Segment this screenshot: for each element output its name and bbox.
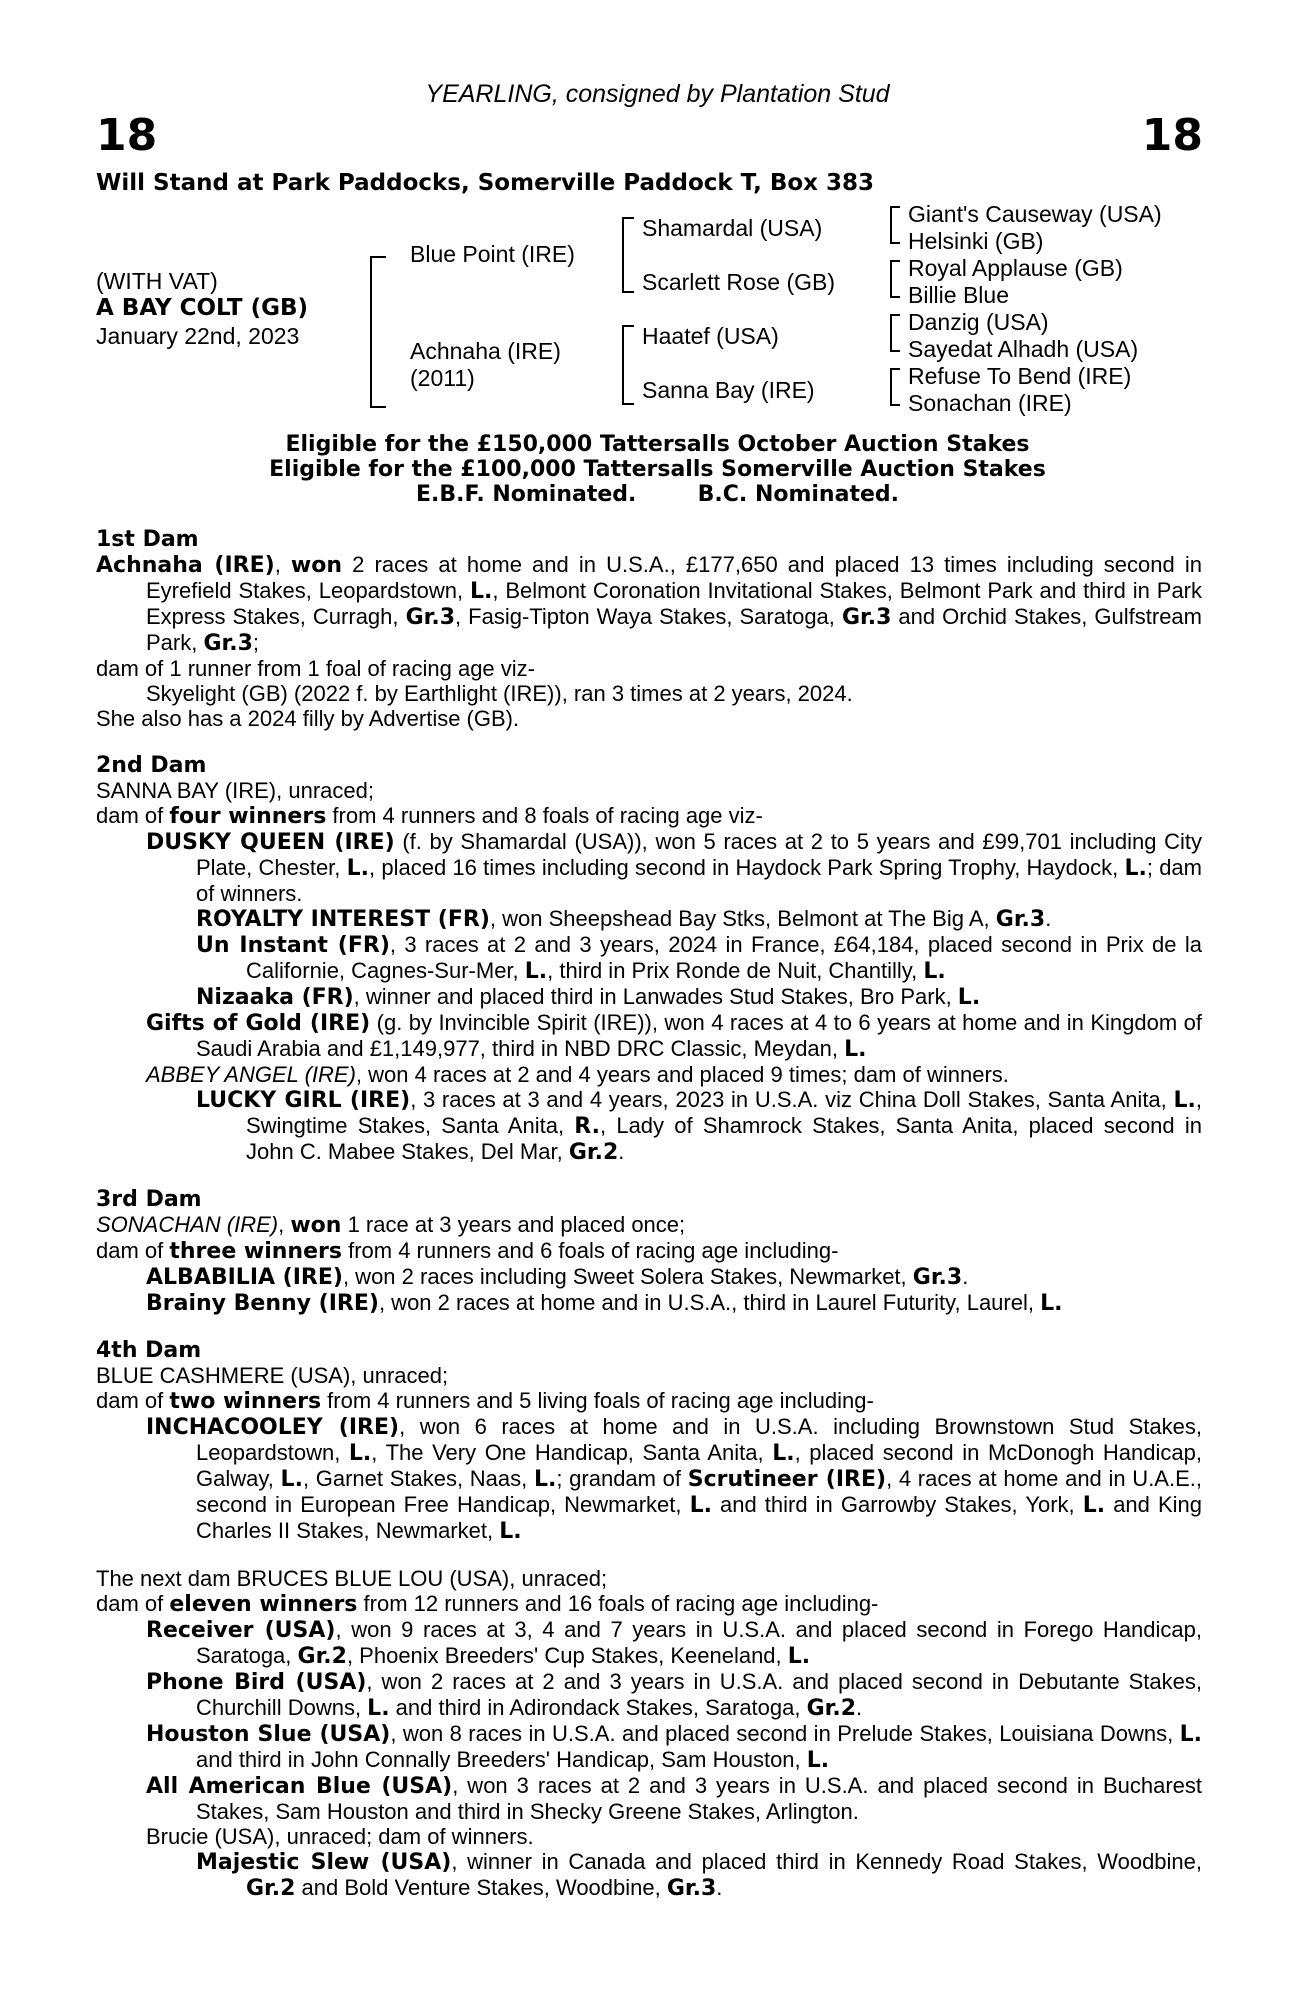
text: , won 2 races at 2 and 3 years in U.S.A. and placed second in Debutante Stakes, Churchill Downs, xyxy=(196,1669,1202,1720)
bold-text: L. xyxy=(1040,1291,1063,1316)
record-line xyxy=(96,1849,1202,1901)
pedigree-sire: Blue Point (IRE) xyxy=(410,241,575,267)
pedigree-sds: Royal Applause (GB) xyxy=(908,255,1123,281)
bold-text: Gr.3 xyxy=(995,907,1046,932)
bold-text: Brainy Benny (IRE) xyxy=(146,1291,379,1316)
dam-section xyxy=(96,1187,1202,1316)
text: , Lady of Shamrock Stakes, Santa Anita, placed second in John C. Mabee Stakes, Del Mar, xyxy=(246,1113,1202,1164)
record-line xyxy=(96,552,1202,656)
text: , won 9 races at 3, 4 and 7 years in U.S.A. and placed second in Forego Handicap, Saratoga, xyxy=(196,1617,1202,1668)
brace-gen1 xyxy=(370,256,386,408)
record-line xyxy=(96,1566,1202,1591)
record-line xyxy=(96,906,1202,932)
text: Skyelight (GB) (2022 f. by Earthlight (IRE)), ran 3 times at 2 years, 2024. xyxy=(146,681,853,706)
bold-text: L. xyxy=(772,1441,795,1466)
text: (f. by Shamardal (USA)), won 5 races at 2 to 5 years and £99,701 including City Plate, Chester, xyxy=(196,829,1202,880)
pedigree-ddd: Sonachan (IRE) xyxy=(908,390,1072,416)
bold-text: Gr.3 xyxy=(203,631,253,656)
bold-text: L. xyxy=(689,1493,712,1518)
bold-text: L. xyxy=(469,579,493,604)
vat-note: (WITH VAT) xyxy=(96,268,218,294)
text: The next dam BRUCES BLUE LOU (USA), unraced; xyxy=(96,1566,608,1591)
bold-text: INCHACOOLEY (IRE) xyxy=(146,1415,400,1440)
text: dam of xyxy=(96,1238,170,1263)
brace-gen3-2 xyxy=(890,260,900,298)
eligibility-line-2: Eligible for the £100,000 Tattersalls Somerville Auction Stakes xyxy=(269,457,1046,482)
text: , 3 races at 3 and 4 years, 2023 in U.S.A. viz China Doll Stakes, Santa Anita, xyxy=(410,1087,1174,1112)
horse-name: A BAY COLT (GB) xyxy=(96,295,309,321)
text: , won 2 races including Sweet Solera Stakes, Newmarket, xyxy=(342,1264,913,1289)
brace-gen3-1 xyxy=(890,206,900,244)
text: , third in Prix Ronde de Nuit, Chantilly, xyxy=(547,958,924,983)
pedigree-dss: Danzig (USA) xyxy=(908,309,1049,335)
text: , placed 16 times including second in Haydock Park Spring Trophy, Haydock, xyxy=(369,855,1125,880)
record-line xyxy=(96,1212,1202,1238)
bold-text: L. xyxy=(367,1696,390,1721)
bold-text: Gr.2 xyxy=(568,1140,619,1165)
bold-text: L. xyxy=(806,1748,830,1773)
record-line xyxy=(96,1773,1202,1824)
text: , placed second in McDonogh Handicap, Galway, xyxy=(196,1440,1202,1491)
text: from 4 runners and 8 foals of racing age viz- xyxy=(326,803,763,828)
text: from 4 runners and 6 foals of racing age including- xyxy=(341,1238,839,1263)
bold-text: four winners xyxy=(169,804,327,829)
bold-text: Nizaaka (FR) xyxy=(196,985,354,1010)
bold-text: LUCKY GIRL (IRE) xyxy=(196,1088,411,1113)
record-line xyxy=(96,656,1202,681)
bold-text: DUSKY QUEEN (IRE) xyxy=(146,830,395,855)
record-line xyxy=(96,1414,1202,1544)
bold-text: Scrutineer (IRE) xyxy=(687,1467,887,1492)
record-line xyxy=(96,1238,1202,1264)
consignment-title: YEARLING, consigned by Plantation Stud xyxy=(425,80,890,108)
brace-gen3-4 xyxy=(890,368,900,406)
section-heading: 2nd Dam xyxy=(96,753,207,778)
dam-section xyxy=(96,1566,1202,1901)
bold-text: Un Instant (FR) xyxy=(196,933,390,958)
text: , xyxy=(278,1212,291,1237)
bold-text: Gr.3 xyxy=(666,1876,717,1901)
text: BLUE CASHMERE (USA), unraced; xyxy=(96,1363,449,1388)
bold-text: ROYALTY INTEREST (FR) xyxy=(196,907,490,932)
bold-text: three winners xyxy=(169,1239,342,1264)
record-line xyxy=(96,1290,1202,1316)
italic-text: SONACHAN (IRE) xyxy=(96,1212,279,1237)
bold-text: Phone Bird (USA) xyxy=(146,1670,367,1695)
record-line xyxy=(96,984,1202,1010)
text: , won 2 races at home and in U.S.A., third in Laurel Futurity, Laurel, xyxy=(378,1290,1041,1315)
brace-gen2-sire xyxy=(622,217,634,293)
record-line xyxy=(96,1388,1202,1414)
record-line xyxy=(96,1363,1202,1388)
bold-text: L. xyxy=(787,1644,811,1669)
stand-location: Will Stand at Park Paddocks, Somerville Paddock T, Box 383 xyxy=(96,170,875,196)
text: and third in John Connally Breeders' Handicap, Sam Houston, xyxy=(196,1747,807,1772)
pedigree-dsd: Sayedat Alhadh (USA) xyxy=(908,336,1139,362)
bold-text: L. xyxy=(348,1441,372,1466)
record-line xyxy=(96,1617,1202,1669)
text: and Bold Venture Stakes, Woodbine, xyxy=(295,1875,667,1900)
bold-text: Gr.3 xyxy=(912,1265,963,1290)
record-line xyxy=(96,1669,1202,1721)
bold-text: L. xyxy=(280,1467,303,1492)
catalogue-body xyxy=(96,527,1202,1901)
bold-text: L. xyxy=(923,959,946,984)
text: dam of 1 runner from 1 foal of racing age viz- xyxy=(96,656,535,681)
record-line xyxy=(96,1591,1202,1617)
pedigree-dam-year: (2011) xyxy=(410,365,475,391)
pedigree-ssd: Helsinki (GB) xyxy=(908,228,1044,254)
bold-text: Houston Slue (USA) xyxy=(146,1722,391,1747)
text: , Swingtime Stakes, Santa Anita, xyxy=(246,1087,1202,1138)
pedigree-sss: Giant's Causeway (USA) xyxy=(908,201,1162,227)
bold-text: L. xyxy=(957,985,981,1010)
bold-text: Gr.3 xyxy=(841,605,892,630)
text: , won 4 races at 2 and 4 years and placed 9 times; dam of winners. xyxy=(355,1062,1009,1087)
bold-text: Gr.2 xyxy=(297,1644,347,1669)
record-line xyxy=(96,1087,1202,1165)
text: , winner and placed third in Lanwades Stud Stakes, Bro Park, xyxy=(353,984,958,1009)
text: , xyxy=(274,552,291,577)
record-line xyxy=(96,706,1202,731)
bold-text: two winners xyxy=(169,1389,322,1414)
record-line xyxy=(96,1062,1202,1087)
brace-gen3-3 xyxy=(890,314,900,352)
text: ; dam of winners. xyxy=(196,855,1202,906)
record-line xyxy=(96,681,1202,706)
text: and third in Garrowby Stakes, York, xyxy=(711,1492,1083,1517)
pedigree-dds: Refuse To Bend (IRE) xyxy=(908,363,1132,389)
bold-text: R. xyxy=(574,1114,600,1139)
dam-section xyxy=(96,1338,1202,1544)
bold-text: won xyxy=(290,553,343,578)
text: . xyxy=(1045,906,1052,931)
text: ; grandam of xyxy=(556,1466,688,1491)
bold-text: Gr.2 xyxy=(246,1876,296,1901)
pedigree-sdd: Billie Blue xyxy=(908,282,1009,308)
text: Brucie (USA), unraced; dam of winners. xyxy=(146,1824,534,1849)
text: , Belmont Coronation Invitational Stakes, Belmont Park and third in Park Express Stakes, Curragh, xyxy=(146,578,1203,629)
text: , Garnet Stakes, Naas, xyxy=(302,1466,534,1491)
text: and third in Adirondack Stakes, Saratoga, xyxy=(389,1695,807,1720)
lot-number-left: 18 xyxy=(96,110,158,161)
record-line xyxy=(96,803,1202,829)
pedigree-dam-dam: Sanna Bay (IRE) xyxy=(642,377,815,403)
text: , Phoenix Breeders' Cup Stakes, Keeneland, xyxy=(346,1643,788,1668)
text: , won 6 races at home and in U.S.A. including Brownstown Stud Stakes, Leopardstown, xyxy=(196,1414,1202,1465)
eligibility-line-1: Eligible for the £150,000 Tattersalls October Auction Stakes xyxy=(285,432,1030,457)
bold-text: L. xyxy=(524,959,548,984)
bold-text: L. xyxy=(1082,1493,1106,1518)
bold-text: L. xyxy=(499,1519,522,1544)
text: . xyxy=(618,1139,625,1164)
text: , won 8 races in U.S.A. and placed second in Prelude Stakes, Louisiana Downs, xyxy=(390,1721,1180,1746)
record-line xyxy=(96,1721,1202,1773)
text: She also has a 2024 filly by Advertise (GB). xyxy=(96,706,520,731)
bold-text: Majestic Slew (USA) xyxy=(196,1850,452,1875)
text: , won 3 races at 2 and 3 years in U.S.A. and placed second in Bucharest Stakes, Sam Houston and third in Shecky Greene Stakes, Arlington. xyxy=(196,1773,1202,1824)
record-line xyxy=(96,829,1202,906)
bold-text: L. xyxy=(533,1467,557,1492)
italic-text: ABBEY ANGEL (IRE) xyxy=(146,1062,356,1087)
section-heading: 1st Dam xyxy=(96,527,199,552)
bold-text: L. xyxy=(1124,856,1147,881)
record-line xyxy=(96,1010,1202,1062)
text: . xyxy=(856,1695,863,1720)
text: (g. by Invincible Spirit (IRE)), won 4 races at 4 to 6 years at home and in Kingdom of Saudi Arabia and £1,149,977, third in NBD DRC Classic, Meydan, xyxy=(196,1010,1202,1061)
date-of-birth: January 22nd, 2023 xyxy=(96,323,300,349)
bold-text: L. xyxy=(1173,1088,1196,1113)
pedigree-dam: Achnaha (IRE) xyxy=(410,338,561,364)
text: dam of xyxy=(96,1388,170,1413)
bold-text: Achnaha (IRE) xyxy=(96,553,275,578)
brace-gen2-dam xyxy=(622,325,634,405)
record-line xyxy=(96,1264,1202,1290)
text: from 12 runners and 16 foals of racing age including- xyxy=(357,1591,879,1616)
bold-text: L. xyxy=(346,856,370,881)
section-heading: 3rd Dam xyxy=(96,1187,202,1212)
bold-text: eleven winners xyxy=(169,1592,358,1617)
pedigree-sire-sire: Shamardal (USA) xyxy=(642,215,823,241)
bold-text: Gr.3 xyxy=(405,605,455,630)
text: , winner in Canada and placed third in Kennedy Road Stakes, Woodbine, xyxy=(451,1849,1203,1874)
text: and King Charles II Stakes, Newmarket, xyxy=(196,1492,1203,1543)
eligibility-line-3: E.B.F. Nominated. B.C. Nominated. xyxy=(416,482,899,507)
pedigree-sire-dam: Scarlett Rose (GB) xyxy=(642,269,835,295)
dam-section xyxy=(96,527,1202,731)
text: , won Sheepshead Bay Stks, Belmont at The Big A, xyxy=(489,906,996,931)
bold-text: ALBABILIA (IRE) xyxy=(146,1265,343,1290)
dam-section xyxy=(96,753,1202,1165)
text: , 4 races at home and in U.A.E., second in European Free Handicap, Newmarket, xyxy=(196,1466,1202,1517)
text: 2 races at home and in U.S.A., £177,650 and placed 13 times including second in Eyrefield Stakes, Leopardstown, xyxy=(146,552,1202,603)
section-heading: 4th Dam xyxy=(96,1338,202,1363)
text: ; xyxy=(252,630,260,655)
text: and Orchid Stakes, Gulfstream Park, xyxy=(146,604,1202,655)
bold-text: Receiver (USA) xyxy=(146,1618,336,1643)
text: SANNA BAY (IRE), unraced; xyxy=(96,778,374,803)
pedigree-dam-sire: Haatef (USA) xyxy=(642,323,779,349)
bold-text: won xyxy=(290,1213,342,1238)
bold-text: All American Blue (USA) xyxy=(146,1774,453,1799)
bold-text: L. xyxy=(1179,1722,1202,1747)
text: . xyxy=(962,1264,969,1289)
text: . xyxy=(716,1875,723,1900)
bold-text: L. xyxy=(844,1037,867,1062)
text: , Fasig-Tipton Waya Stakes, Saratoga, xyxy=(455,604,842,629)
text: 1 race at 3 years and placed once; xyxy=(341,1212,686,1237)
text: , The Very One Handicap, Santa Anita, xyxy=(371,1440,773,1465)
text: , 3 races at 2 and 3 years, 2024 in France, £64,184, placed second in Prix de la Californie, Cagnes-Sur-Mer, xyxy=(246,932,1202,983)
text: from 4 runners and 5 living foals of racing age including- xyxy=(321,1388,874,1413)
record-line xyxy=(96,1824,1202,1849)
lot-number-right: 18 xyxy=(1141,110,1203,161)
record-line xyxy=(96,778,1202,803)
bold-text: Gifts of Gold (IRE) xyxy=(146,1011,371,1036)
bold-text: Gr.2 xyxy=(806,1696,857,1721)
text: dam of xyxy=(96,1591,170,1616)
text: dam of xyxy=(96,803,170,828)
record-line xyxy=(96,932,1202,984)
